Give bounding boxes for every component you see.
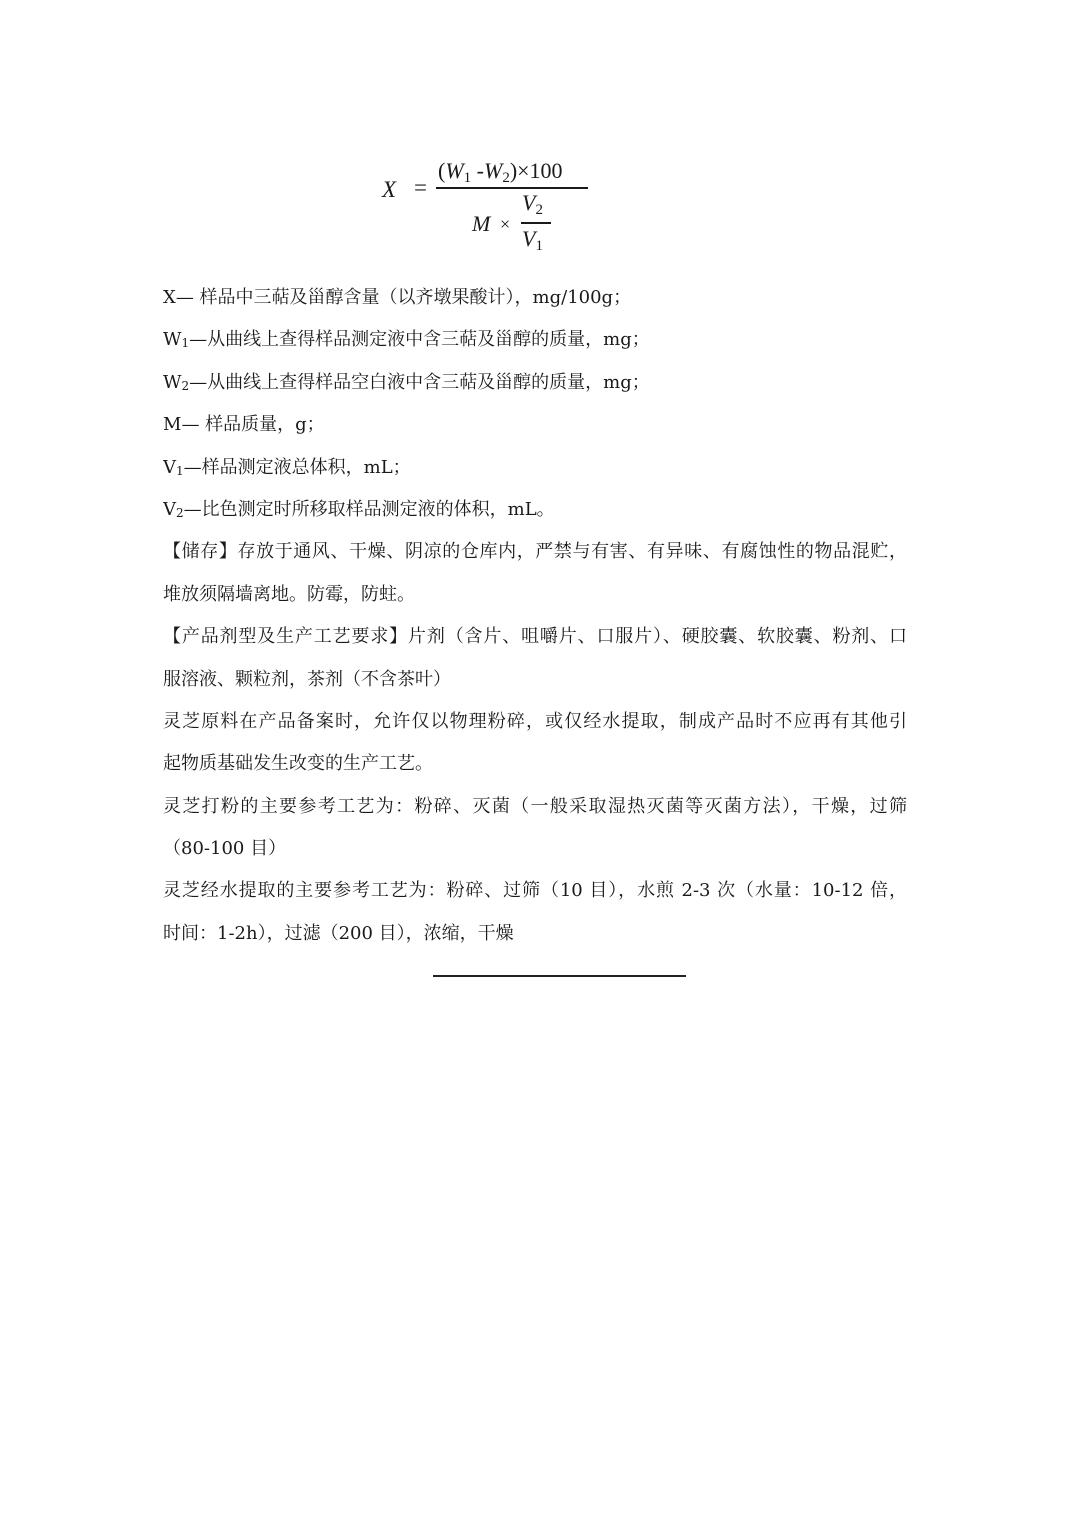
numerator-w1: W	[445, 158, 464, 183]
definition-m-text: — 样品质量，g；	[181, 414, 325, 436]
definition-v2	[163, 489, 907, 531]
definition-w1	[163, 319, 907, 361]
definition-w2-text: —从曲线上查得样品空白液中含三萜及甾醇的质量，mg；	[189, 371, 650, 393]
definition-v2-symbol: V	[163, 498, 176, 520]
definition-v1-symbol: V	[163, 456, 176, 478]
inner-fraction-bar	[521, 222, 551, 224]
main-fraction-bar	[436, 187, 588, 189]
document-body	[163, 277, 907, 955]
definition-x-symbol: X	[163, 287, 176, 308]
storage-line-1: 【储存】存放于通风、干燥、阴凉的仓库内，严禁与有害、有异味、有腐蚀性的物品混贮，	[163, 541, 907, 563]
numerator-w2-sub: 2	[502, 170, 510, 186]
definition-v1	[163, 447, 907, 489]
formula-lhs: X	[382, 177, 397, 202]
definition-x	[163, 277, 907, 319]
definition-w2	[163, 362, 907, 404]
formula	[378, 152, 598, 260]
inner-denominator	[522, 228, 543, 254]
denominator-m: M	[472, 211, 491, 236]
numerator-times100: ×100	[517, 158, 563, 183]
inner-v2-sub: 2	[535, 202, 543, 218]
inner-v1-sub: 1	[535, 238, 543, 254]
numerator-w1-sub: 1	[463, 170, 472, 186]
numerator-close-paren: )	[509, 158, 518, 183]
extract-process-line-1: 灵芝经水提取的主要参考工艺为：粉碎、过筛（10 目），水煎 2-3 次（水量：10-12 倍，	[163, 880, 907, 902]
end-rule	[433, 975, 686, 977]
numerator-open-paren: (	[438, 158, 446, 183]
storage-line-2: 堆放须隔墙离地。防霉，防蛀。	[163, 583, 415, 605]
definition-w1-sub: 1	[181, 336, 190, 351]
definition-w1-text: —从曲线上查得样品测定液中含三萜及甾醇的质量，mg；	[189, 329, 650, 351]
formula-equals: =	[414, 175, 427, 200]
dosage-line-1: 【产品剂型及生产工艺要求】片剂（含片、咀嚼片、口服片）、硬胶囊、软胶囊、粉剂、口	[163, 626, 907, 648]
definition-v1-sub: 1	[176, 463, 184, 478]
definition-v1-text: —样品测定液总体积，mL；	[183, 456, 411, 478]
extract-process-line-2: 时间：1-2h），过滤（200 目），浓缩，干燥	[163, 922, 514, 944]
inner-v1: V	[522, 226, 536, 251]
definition-w2-symbol: W	[163, 371, 182, 393]
powder-process-line-2: （80-100 目）	[163, 838, 287, 860]
raw-material-line-1: 灵芝原料在产品备案时，允许仅以物理粉碎，或仅经水提取，制成产品时不应再有其他引	[163, 710, 907, 732]
raw-material-line-2: 起物质基础发生改变的生产工艺。	[163, 753, 433, 775]
definition-x-text: — 样品中三萜及甾醇含量（以齐墩果酸计），mg/100g；	[175, 287, 632, 308]
numerator-minus: -	[476, 158, 484, 183]
definition-v2-sub: 2	[176, 505, 184, 520]
inner-numerator	[522, 192, 543, 218]
formula-numerator	[438, 160, 563, 186]
definition-v2-text: —比色测定时所移取样品测定液的体积，mL。	[183, 498, 555, 520]
dosage-line-2: 服溶液、颗粒剂，茶剂（不含茶叶）	[163, 668, 451, 690]
definition-m	[163, 404, 907, 446]
denominator-times: ×	[500, 214, 511, 234]
numerator-w2: W	[483, 158, 503, 183]
powder-process-line-1: 灵芝打粉的主要参考工艺为：粉碎、灭菌（一般采取湿热灭菌等灭菌方法），干燥，过筛	[163, 795, 907, 817]
inner-v2: V	[522, 190, 536, 215]
definition-w1-symbol: W	[163, 329, 182, 351]
definition-m-symbol: M	[163, 414, 182, 436]
definition-w2-sub: 2	[181, 378, 190, 393]
